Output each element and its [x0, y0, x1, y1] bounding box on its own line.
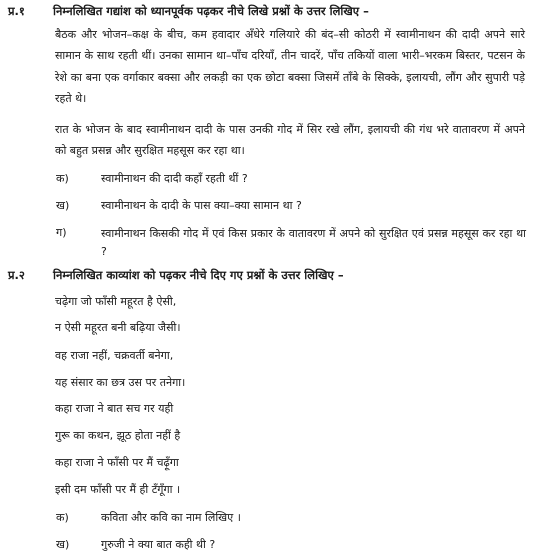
- question-instruction: निम्नलिखित गद्यांश को ध्यानपूर्वक पढ़कर नीचे लिखे प्रश्नों के उत्तर लिखिए –: [53, 4, 369, 18]
- sub-question-text: कविता और कवि का नाम लिखिए ।: [101, 511, 241, 524]
- sub-question-label: ख): [56, 538, 70, 551]
- poem-line: गुरू का कथन, झूठ होता नहीं है: [55, 429, 181, 442]
- sub-question-label: क): [56, 172, 69, 185]
- question-number: प्र.२: [8, 268, 25, 282]
- poem-line: इसी दम फाँसी पर मैं ही टँगूँगा ।: [55, 483, 181, 496]
- sub-question-text: गुरुजी ने क्या बात कही थी ?: [101, 538, 216, 551]
- sub-question-text: स्वामीनाथन किसकी गोद में एवं किस प्रकार के वातावरण में अपने को सुरक्षित एवं प्रसन्न महसूस कर रहा था ?: [101, 227, 526, 258]
- poem-line: कहा राजा ने फाँसी पर मैं चढ़ूँगा: [55, 456, 179, 469]
- sub-question-label: ख): [56, 199, 70, 212]
- poem-line: चढ़ेगा जो फाँसी महूरत है ऐसी,: [55, 295, 177, 308]
- sub-question-text: स्वामीनाथन के दादी के पास क्या–क्या सामान था ?: [101, 199, 302, 212]
- poem-line: वह राजा नहीं, चक्रवर्ती बनेगा,: [55, 349, 174, 362]
- poem-line: न ऐसी महूरत बनी बढ़िया जैसी।: [55, 321, 181, 334]
- sub-question-label: ग): [56, 226, 67, 239]
- poem-line: यह संसार का छत्र उस पर तनेगा।: [55, 376, 186, 389]
- question-number: प्र.१: [8, 4, 25, 18]
- passage-paragraph-1: बैठक और भोजन–कक्ष के बीच, कम हवादार अँधेरे गलियारे की बंद–सी कोठरी में स्वामीनाथन की दादी अपने सारे सामान के साथ रहती थीं। उनका सामान था–पाँच दरियाँ, तीन चादरें, पाँच तकियों वाला भारी–भरकम बिस्तर, पटसन के रेशे का बना एक वर्गाकार बक्सा और लकड़ी का एक छोटा बक्सा जिसमें ताँबे के सिक्के, इलायची, लौंग और सुपारी पड़े रहते थे।: [55, 28, 525, 106]
- question-instruction: निम्नलिखित काव्यांश को पढ़कर नीचे दिए गए प्रश्नों के उत्तर लिखिए –: [53, 268, 344, 282]
- sub-question-text: स्वामीनाथन की दादी कहाँ रहती थीं ?: [101, 172, 248, 185]
- sub-question-label: क): [56, 511, 69, 524]
- poem-line: कहा राजा ने बात सच गर यही: [55, 402, 174, 415]
- passage-paragraph-2: रात के भोजन के बाद स्वामीनाथन दादी के पास उनकी गोद में सिर रखे लौंग, इलायची की गंध भरे वातावरण में अपने को बहुत प्रसन्न और सुरक्षित महसूस कर रहा था।: [55, 123, 525, 158]
